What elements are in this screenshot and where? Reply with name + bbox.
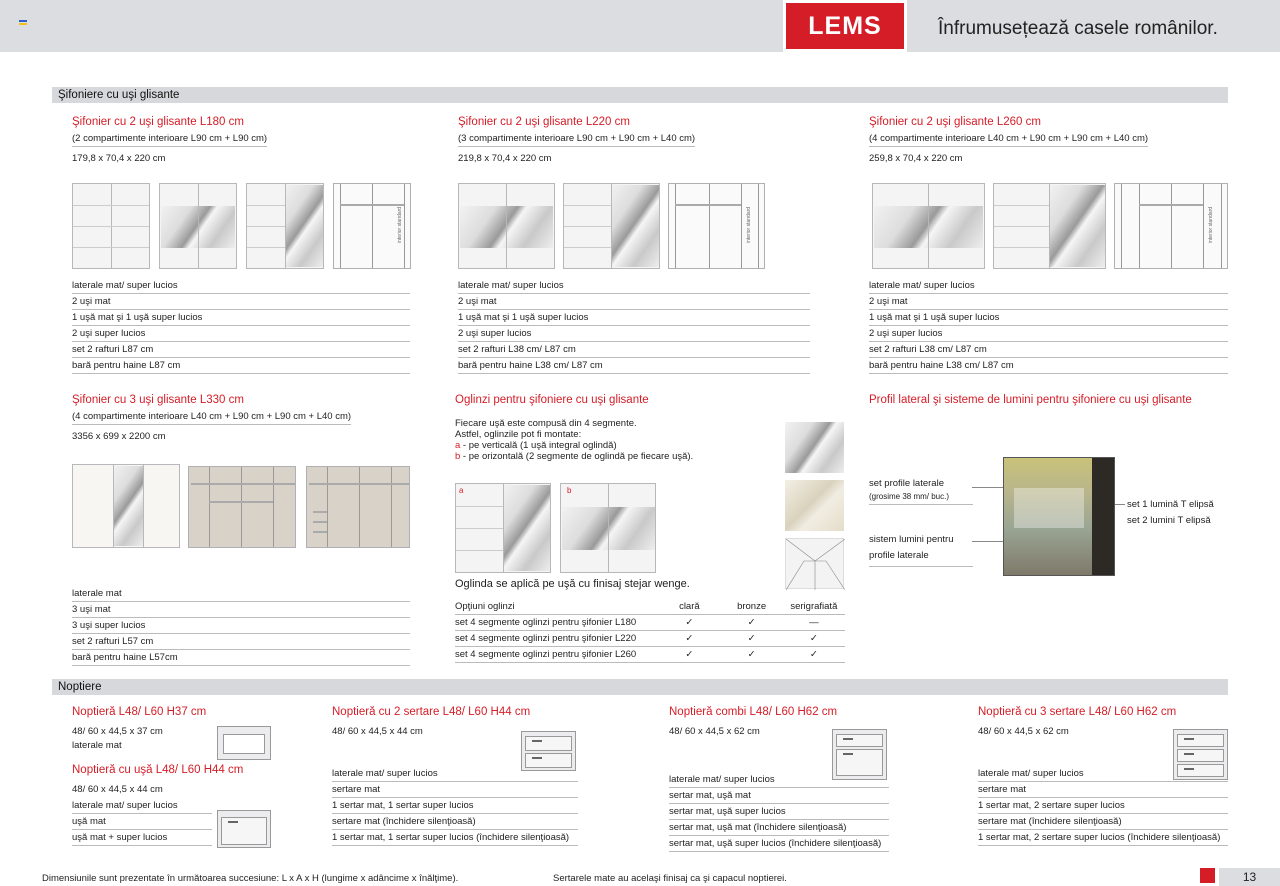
wardrobe-l180 [72,116,267,164]
options-list: laterale mat/ super lucios sertare mat 1 sertar mat, 1 sertar super lucios sertare mat (închidere silenţioasă) 1 sertar mat, 1 sertar super lucios (închidere silenţioasă) [332,766,578,846]
header-bar [0,0,1280,52]
wardrobe-image [246,183,324,269]
wardrobe-image [159,183,237,269]
nightstand-combi: Noptieră combi L48/ L60 H62 cm 48/ 60 x 44,5 x 62 cm [669,706,838,737]
product-dimensions: 259,8 x 70,4 x 220 cm [869,153,963,164]
profile-title: Profil lateral şi sisteme de lumini pentru şifoniere cu uşi glisante [869,394,1192,406]
options-list: laterale mat/ super lucios sertar mat, uşă mat sertar mat, uşă super lucios sertar mat, uşă mat (închidere silenţioasă) sertar mat, uşă super lucios (închidere silenţioasă) [669,772,889,852]
wardrobe-image [72,183,150,269]
wardrobe-interior-image: interior standard [668,183,765,269]
product-subtitle: (3 compartimente interioare L90 cm + L90 cm + L40 cm) [458,133,695,147]
mirror-clear-swatch [785,422,844,473]
page-marker [1200,868,1215,883]
wardrobe-l220 [458,116,695,164]
wardrobe-interior-image: interior standard [1114,183,1228,269]
options-list: laterale mat/ super lucios 2 uşi mat 1 uşă mat şi 1 uşă super lucios 2 uşi super lucios set 2 rafturi L38 cm/ L87 cm bară pentru haine L38 cm/ L87 cm [458,278,810,374]
mirror-bronze-swatch [785,480,844,531]
product-dimensions: 219,8 x 70,4 x 220 cm [458,153,552,164]
wardrobe-image [72,464,180,548]
table-header: Opţiuni oglinzi clară bronze serigrafiată [455,599,845,615]
wardrobe-image [993,183,1106,269]
wardrobe-interior-image [188,466,296,548]
options-list: laterale mat/ super lucios sertare mat 1 sertar mat, 2 sertare super lucios sertare mat (închidere silenţioasă) 1 sertar mat, 2 sertare super lucios (închidere silenţioasă) [978,766,1228,846]
nightstand-2-drawers-image [521,731,576,771]
nightstand-door: Noptieră cu uşă L48/ L60 H44 cm 48/ 60 x 44,5 x 44 cm [72,764,244,795]
product-subtitle: (4 compartimente interioare L40 cm + L90 cm + L90 cm + L40 cm) [72,411,351,425]
table-row: set 4 segmente oglinzi pentru şifonier L180 ✓ ✓ — [455,615,845,631]
lit-wardrobe-photo [1003,457,1115,576]
table-row: set 4 segmente oglinzi pentru şifonier L220 ✓ ✓ ✓ [455,631,845,647]
page-number: 13 [1219,868,1280,886]
options-list: laterale mat 3 uşi mat 3 uşi super lucios set 2 rafturi L57 cm bară pentru haine L57cm [72,586,410,666]
nightstand-open-image [217,726,271,760]
light-option-1: set 1 lumină T elipsă [1127,499,1214,510]
mirrors-title: Oglinzi pentru şifoniere cu uşi glisante [455,394,649,406]
mirrors-block: Oglinzi pentru şifoniere cu uşi glisante Fiecare uşă este compusă din 4 segmente. Astfel, oglinzile pot fi montate: a - pe verticală (1 uşă integral oglindă) b - pe orizontală (2 segmente de oglindă pe fiecare uşă). [455,394,785,462]
wardrobe-image [872,183,985,269]
wardrobe-interior-image: interior standard [333,183,411,269]
mirror-serigraphed-swatch [785,538,844,589]
light-option-2: set 2 lumini T elipsă [1127,515,1211,526]
nightstand-h37: Noptieră L48/ L60 H37 cm 48/ 60 x 44,5 x 37 cm laterale mat [72,706,207,751]
product-dimensions: 3356 x 699 x 2200 cm [72,431,166,442]
product-title: Şifonier cu 3 uşi glisante L330 cm [72,394,244,406]
mirror-options-table [455,599,845,663]
product-subtitle: (2 compartimente interioare L90 cm + L90 cm) [72,133,267,147]
section-wardrobes: Şifoniere cu uşi glisante [52,87,1228,103]
wardrobe-interior-image [306,466,410,548]
wardrobe-l330 [72,394,351,442]
wardrobe-l260 [869,116,1148,164]
footer-drawer-note: Sertarele mate au acelaşi finisaj ca şi capacul noptierei. [553,873,787,884]
romania-flag-icon [19,20,27,27]
section-nightstands: Noptiere [52,679,1228,695]
table-row: set 4 segmente oglinzi pentru şifonier L260 ✓ ✓ ✓ [455,647,845,663]
profile-set-label: set profile laterale (grosime 38 mm/ buc.) [869,478,973,505]
profile-lights-label: sistem lumini pentru profile laterale [869,532,973,567]
mirror-door-a-image: a [455,483,551,573]
product-title: Şifonier cu 2 uşi glisante L260 cm [869,116,1041,128]
options-list: laterale mat/ super lucios 2 uşi mat 1 uşă mat şi 1 uşă super lucios 2 uşi super lucios set 2 rafturi L87 cm bară pentru haine L87 cm [72,278,410,374]
footer-dimensions-note: Dimensiunile sunt prezentate în următoarea succesiune: L x A x H (lungime x adâncime x înălţime). [42,873,459,884]
options-list: laterale mat/ super lucios uşă mat uşă mat + super lucios [72,798,212,846]
wardrobe-image [458,183,555,269]
mirror-door-b-image: b [560,483,656,573]
product-subtitle: (4 compartimente interioare L40 cm + L90 cm + L90 cm + L40 cm) [869,133,1148,147]
nightstand-3-drawers: Noptieră cu 3 sertare L48/ L60 H62 cm 48/ 60 x 44,5 x 62 cm [978,706,1177,737]
options-list: laterale mat/ super lucios 2 uşi mat 1 uşă mat şi 1 uşă super lucios 2 uşi super lucios set 2 rafturi L38 cm/ L87 cm bară pentru haine L38 cm/ L87 cm [869,278,1228,374]
lems-logo[interactable]: LEMS [783,0,907,52]
nightstand-door-image [217,810,271,848]
nightstand-2-drawers: Noptieră cu 2 sertare L48/ L60 H44 cm 48/ 60 x 44,5 x 44 cm [332,706,531,737]
slogan: Înfrumusețează casele românilor. [938,18,1218,39]
product-dimensions: 179,8 x 70,4 x 220 cm [72,153,166,164]
product-title: Şifonier cu 2 uşi glisante L180 cm [72,116,244,128]
product-title: Şifonier cu 2 uşi glisante L220 cm [458,116,630,128]
wardrobe-image [563,183,660,269]
mirror-note: Oglinda se aplică pe uşă cu finisaj stejar wenge. [455,578,690,590]
